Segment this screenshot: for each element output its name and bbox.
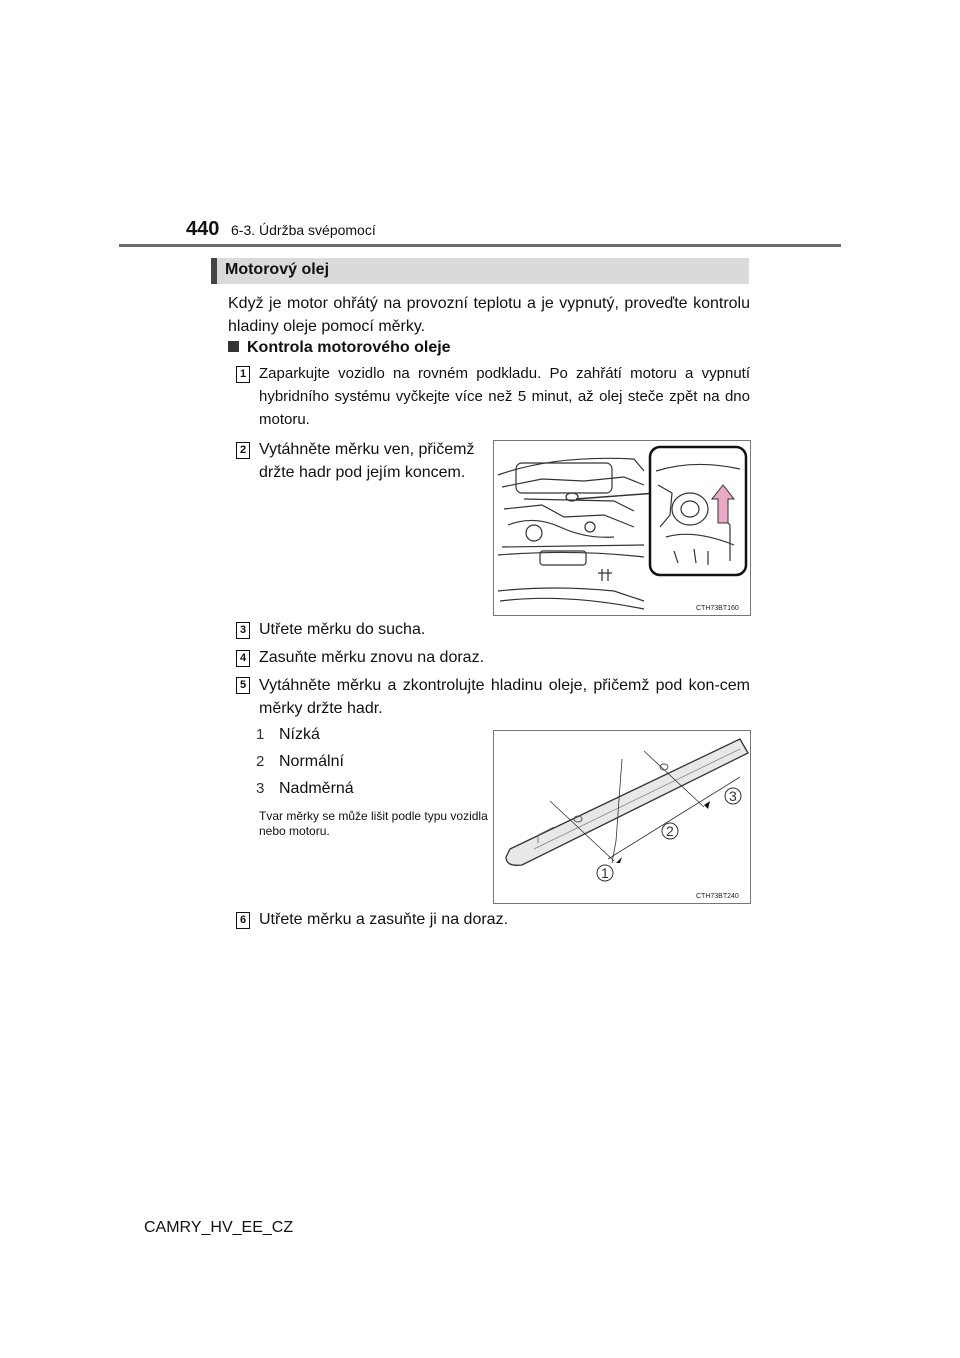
- note-text: Tvar měrky se může lišit podle typu vozidla nebo motoru.: [259, 809, 488, 838]
- legend-3-number: 3: [256, 780, 265, 797]
- engine-bay-illustration: [494, 441, 750, 615]
- callout-1: 1: [601, 865, 609, 881]
- step-3-badge: 3: [236, 622, 250, 639]
- step-5-text: Vytáhněte měrku a zkontrolujte hladinu oleje, přičemž pod kon-cem měrky držte hadr.: [259, 677, 750, 717]
- section-title: Motorový olej: [225, 261, 330, 278]
- step-2-text: Vytáhněte měrku ven, přičemž držte hadr pod jejím koncem.: [259, 441, 475, 481]
- step-6-text: Utřete měrku a zasuňte ji na doraz.: [259, 911, 509, 928]
- section-title-bar: [211, 258, 749, 284]
- step-1-text: Zaparkujte vozidlo na rovném podkladu. Po zahřátí motoru a vypnutí hybridního systému vyčkejte více než 5 minut, až olej steče zpět na dno motoru.: [259, 365, 750, 428]
- figure-code-engine: CTH73BT160: [696, 605, 739, 612]
- legend-3-label: Nadměrná: [279, 780, 354, 797]
- page-number: 440: [186, 218, 220, 240]
- footer-model-code: CAMRY_HV_EE_CZ: [144, 1219, 294, 1236]
- section-bar-accent: [211, 258, 217, 284]
- step-4-text: Zasuňte měrku znovu na doraz.: [259, 649, 485, 666]
- step-4-badge: 4: [236, 650, 250, 667]
- section-reference: 6-3. Údržba svépomocí: [231, 222, 376, 238]
- dipstick-figure: [493, 730, 751, 904]
- dipstick-illustration: [494, 731, 750, 903]
- step-5-badge: 5: [236, 677, 250, 694]
- legend-1-number: 1: [256, 726, 265, 743]
- step-3-text: Utřete měrku do sucha.: [259, 621, 426, 638]
- engine-bay-figure: [493, 440, 751, 616]
- subheading: [228, 339, 451, 357]
- legend-2-number: 2: [256, 753, 265, 770]
- step-1-badge: 1: [236, 366, 250, 383]
- step-6-badge: 6: [236, 912, 250, 929]
- callout-2: 2: [666, 823, 674, 839]
- figure-code-dipstick: CTH73BT240: [696, 893, 739, 900]
- header-divider: [119, 244, 841, 247]
- legend-2-label: Normální: [279, 753, 344, 770]
- subheading-text: Kontrola motorového oleje: [247, 339, 451, 356]
- square-bullet-icon: [228, 341, 239, 352]
- legend-1-label: Nízká: [279, 726, 320, 743]
- step-2-badge: 2: [236, 442, 250, 459]
- intro-paragraph: Když je motor ohřátý na provozní teplotu a je vypnutý, proveďte kontrolu hladiny oleje pomocí měrky.: [228, 295, 750, 335]
- callout-3: 3: [729, 788, 737, 804]
